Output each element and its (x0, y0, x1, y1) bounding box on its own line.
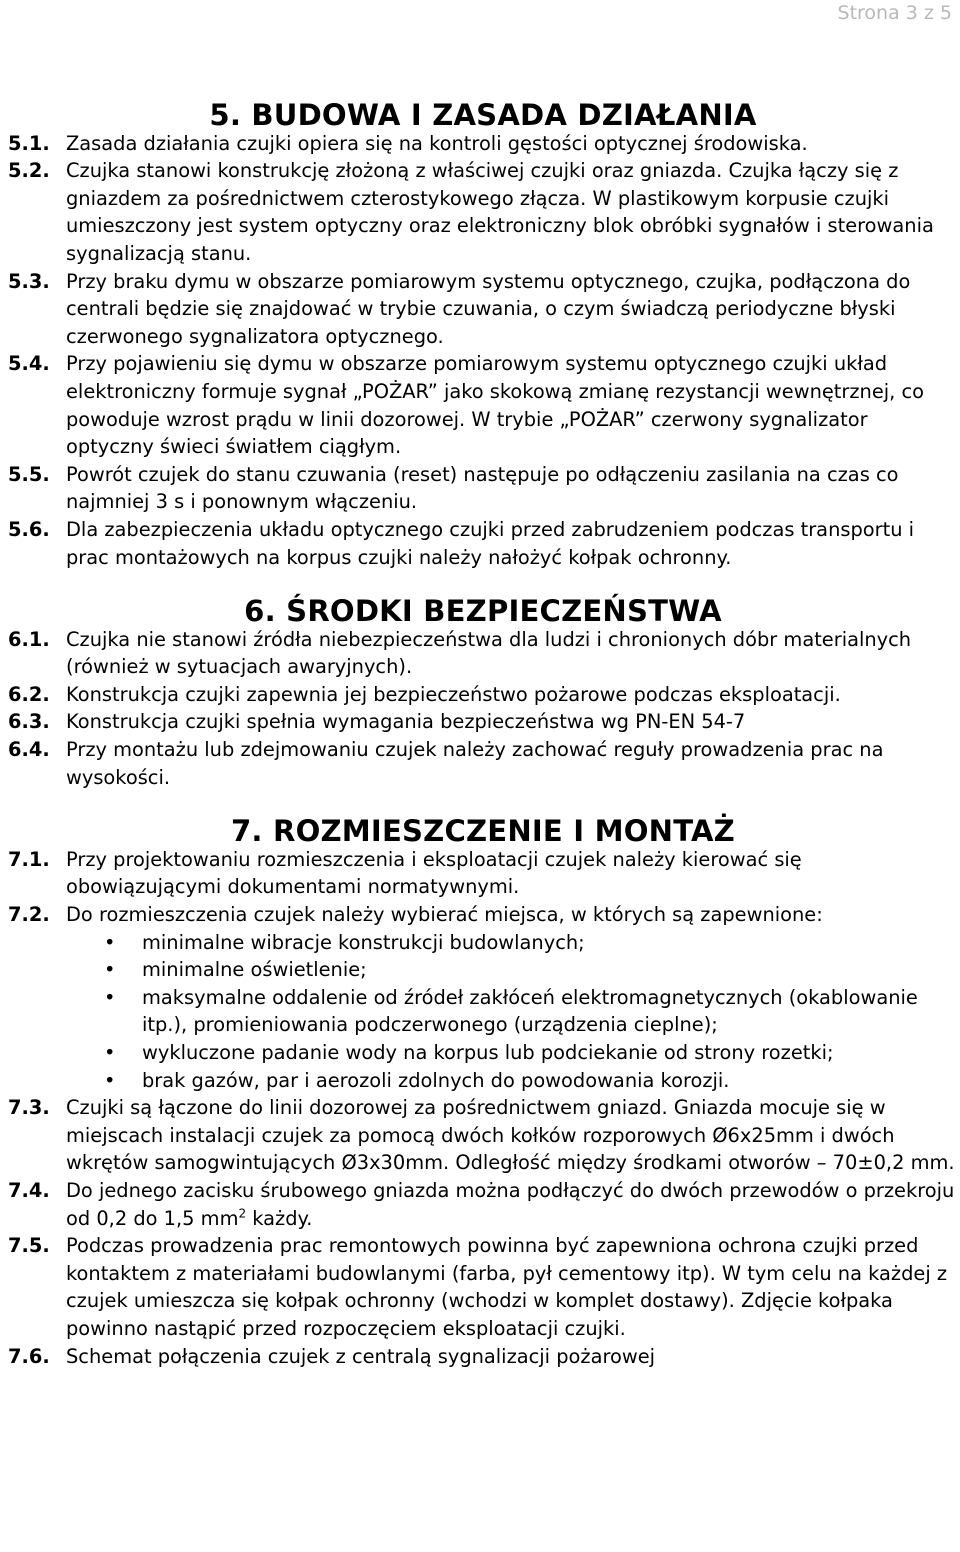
item-text: Powrót czujek do stanu czuwania (reset) następuje po odłączeniu zasilania na czas co najmniej 3 s i ponownym włączeniu. (66, 462, 899, 514)
bullet-text: wykluczone padanie wody na korpus lub podciekanie od strony rozetki; (142, 1041, 834, 1064)
bullet-text: minimalne wibracje konstrukcji budowlanych; (142, 930, 585, 954)
bullet-item (66, 984, 958, 1039)
item-text-part: każdy. (246, 1206, 313, 1230)
item-text-part: Do jednego zacisku śrubowego gniazda można podłączyć do dwóch przewodów o przekroju od 0,2 do 1,5 mm (66, 1178, 955, 1230)
bullet-text: brak gazów, par i aerozoli zdolnych do powodowania korozji. (142, 1068, 730, 1092)
item-text: Do rozmieszczenia czujek należy wybierać miejsca, w których są zapewnione: (66, 903, 823, 927)
item-number: 6.4. (8, 738, 50, 762)
item-number: 7.6. (8, 1344, 50, 1368)
document-body (8, 98, 958, 1370)
page-number: Strona 3 z 5 (837, 2, 952, 24)
item-text: Dla zabezpieczenia układu optycznego czujki przed zabrudzeniem podczas transportu i prac montażowych na korpus czujki należy nałożyć kołpak ochronny. (66, 517, 915, 569)
item-number: 5.1. (8, 131, 50, 155)
item-number: 5.5. (8, 462, 50, 486)
bullet-item (66, 1067, 958, 1095)
item-number: 7.2. (8, 903, 50, 927)
section-heading: 7. ROZMIESZCZENIE I MONTAŻ (231, 814, 735, 849)
bullet-list (8, 929, 958, 1095)
bullet-icon: • (104, 958, 116, 982)
bullet-item (66, 1039, 958, 1067)
bullet-icon: • (104, 985, 116, 1009)
superscript: 2 (238, 1206, 247, 1221)
item-text: Przy projektowaniu rozmieszczenia i eksploatacji czujek należy kierować się obowiązującymi dokumentami normatywnymi. (66, 847, 802, 899)
item-number: 5.2. (8, 159, 50, 183)
item-number: 5.6. (8, 517, 50, 541)
list-item (8, 516, 958, 571)
bullet-icon: • (104, 1041, 116, 1064)
item-number: 6.1. (8, 627, 50, 651)
bullet-text: minimalne oświetlenie; (142, 958, 367, 982)
list-item (8, 268, 958, 351)
list-item (8, 461, 958, 516)
list-item (8, 157, 958, 267)
bullet-item (66, 929, 958, 957)
bullet-icon: • (104, 1068, 116, 1092)
section-heading: 6. ŚRODKI BEZPIECZEŃSTWA (244, 594, 722, 629)
list-item (8, 1094, 958, 1177)
item-number: 7.4. (8, 1178, 50, 1202)
item-text: Czujka stanowi konstrukcję złożoną z właściwej czujki oraz gniazda. Czujka łączy się z gniazdem za pośrednictwem czterostykowego złącza. W plastikowym korpusie czujki umieszczony jest system optyczny oraz elektroniczny blok obróbki sygnałów i sterowania sygnalizacją stanu. (66, 159, 934, 265)
list-item (8, 626, 958, 681)
item-number: 7.3. (8, 1096, 50, 1120)
list-item (8, 708, 958, 736)
list-item (8, 736, 958, 791)
list-item (8, 130, 958, 158)
item-text: Czujka nie stanowi źródła niebezpieczeństwa dla ludzi i chronionych dóbr materialnych (również w sytuacjach awaryjnych). (66, 627, 912, 679)
item-number: 7.5. (8, 1234, 50, 1258)
list-item (8, 901, 958, 929)
bullet-icon: • (104, 930, 116, 954)
list-item (8, 1232, 958, 1342)
item-text: Podczas prowadzenia prac remontowych powinna być zapewniona ochrona czujki przed kontaktem z materiałami budowlanymi (farba, pył cementowy itp). W tym celu na każdej z czujek umieszcza się kołpak ochronny (wchodzi w komplet dostawy). Zdjęcie kołpaka powinno nastąpić przed rozpoczęciem eksploatacji czujki. (66, 1234, 948, 1340)
item-text: Zasada działania czujki opiera się na kontroli gęstości optycznej środowiska. (66, 131, 808, 155)
item-text: Konstrukcja czujki zapewnia jej bezpieczeństwo pożarowe podczas eksploatacji. (66, 682, 841, 706)
item-number: 6.2. (8, 682, 50, 706)
item-text: Przy braku dymu w obszarze pomiarowym systemu optycznego, czujka, podłączona do centrali będzie się znajdować w trybie czuwania, o czym świadczą periodyczne błyski czerwonego sygnalizatora optycznego. (66, 269, 911, 348)
item-text: Przy pojawieniu się dymu w obszarze pomiarowym systemu optycznego czujki układ elektroniczny formuje sygnał „POŻAR” jako skokową zmianę rezystancji wewnętrznej, co powoduje wzrost prądu w linii dozorowej. W trybie „POŻAR” czerwony sygnalizator optyczny świeci światłem ciągłym. (66, 352, 924, 459)
item-text: Schemat połączenia czujek z centralą sygnalizacji pożarowej (66, 1344, 656, 1368)
list-item (8, 350, 958, 460)
item-number: 7.1. (8, 847, 50, 871)
bullet-text: maksymalne oddalenie od źródeł zakłóceń elektromagnetycznych (okablowanie itp.), promieniowania podczerwonego (urządzenia cieplne); (142, 985, 918, 1037)
list-item (8, 681, 958, 709)
list-item (8, 846, 958, 901)
item-number: 5.3. (8, 269, 50, 293)
item-text: Czujki są łączone do linii dozorowej za pośrednictwem gniazd. Gniazda mocuje się w miejscach instalacji czujek za pomocą dwóch kołków rozporowych Ø6x25mm i dwóch wkrętów samogwintujących Ø3x30mm. Odległość między środkami otworów – 70±0,2 mm. (66, 1096, 955, 1175)
item-number: 6.3. (8, 710, 50, 734)
item-text: Konstrukcja czujki spełnia wymagania bezpieczeństwa wg PN-EN 54-7 (66, 710, 746, 734)
list-item (8, 1177, 958, 1232)
bullet-item (66, 956, 958, 984)
item-text (66, 1177, 958, 1232)
section-heading: 5. BUDOWA I ZASADA DZIAŁANIA (209, 98, 757, 132)
item-number: 5.4. (8, 352, 50, 376)
list-item (8, 1343, 958, 1371)
item-text: Przy montażu lub zdejmowaniu czujek należy zachować reguły prowadzenia prac na wysokości. (66, 738, 884, 789)
